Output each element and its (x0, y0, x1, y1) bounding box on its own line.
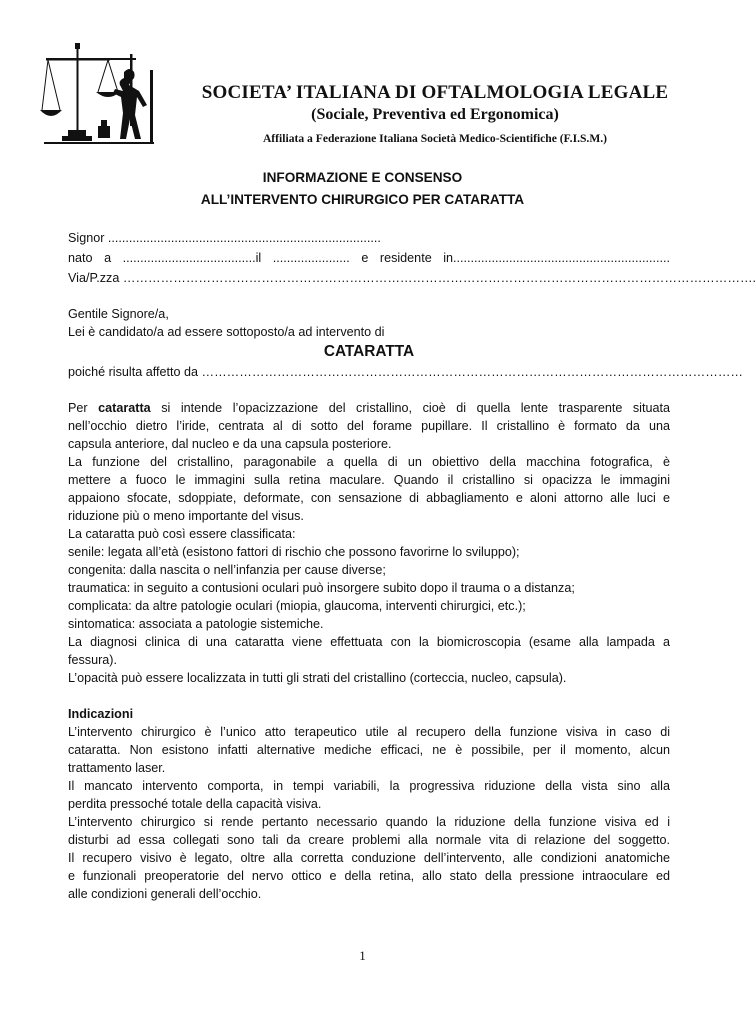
paragraph-line: mettere a fuoco le immagini sulla retina maculare. Quando il cristallino si opacizza le immagini (68, 473, 670, 487)
classification-item: traumatica: in seguito a contusioni oculari può insorgere subito dopo il trauma o a distanza; (68, 581, 575, 595)
field-signor: Signor .............................................................................. (68, 231, 381, 245)
classification-item: complicata: da altre patologie oculari (miopia, glaucoma, interventi chirurgici, etc.); (68, 599, 526, 613)
paragraph-line: appaiono sfocate, sdoppiate, deformate, con sensazione di abbagliamento e aloni attorno alle luci e (68, 491, 670, 505)
paragraph-line: nell’occhio dietro l’iride, centrata al di sotto del forame pupillare. Il cristallino è formato da una (68, 419, 670, 433)
paragraph-line: La diagnosi clinica di una cataratta viene effettuata con la biomicroscopia (esame alla lampada a (68, 635, 670, 649)
paragraph-line: disturbi ad essa collegati sono tali da creare problemi alla normale vita di relazione del soggetto. (68, 833, 670, 847)
paragraph-line: fessura). (68, 653, 117, 667)
paragraph-line: capsula anteriore, dal nucleo e da una capsula posteriore. (68, 437, 392, 451)
paragraph-line: trattamento laser. (68, 761, 166, 775)
organization-affiliation: Affiliata a Federazione Italiana Società Medico-Scientifiche (F.I.S.M.) (262, 132, 608, 145)
candidate-text: Lei è candidato/a ad essere sottoposto/a ad intervento di (68, 325, 385, 339)
greeting: Gentile Signore/a, (68, 307, 169, 321)
paragraph-line (68, 400, 670, 418)
page-number: 1 (359, 948, 366, 963)
organization-subtitle: (Sociale, Preventiva ed Ergonomica) (311, 106, 559, 123)
paragraph-line: Il recupero visivo è legato, oltre alla corretta conduzione dell’intervento, alle condizioni anatomiche (68, 851, 670, 865)
paragraph-line: perdita pressoché totale della capacità visiva. (68, 797, 322, 811)
organization-name: SOCIETA’ ITALIANA DI OFTALMOLOGIA LEGALE (201, 82, 669, 103)
paragraph-line: L’intervento chirurgico è l’unico atto terapeutico utile al recupero della funzione visiva in caso di (68, 725, 670, 739)
paragraph-line: L’opacità può essere localizzata in tutti gli strati del cristallino (corteccia, nucleo, capsula). (68, 671, 567, 685)
classification-item: congenita: dalla nascita o nell’infanzia per cause diverse; (68, 563, 386, 577)
paragraph-line: Il mancato intervento comporta, in tempi variabili, la progressiva riduzione della vista sino alla (68, 779, 670, 793)
paragraph-line: cataratta. Non esistono infatti alternative mediche efficaci, ne è possibile, per il momento, alcun (68, 743, 670, 757)
paragraph-line: La cataratta può così essere classificata: (68, 527, 296, 541)
organization-header (175, 82, 695, 145)
paragraph-line: La funzione del cristallino, paragonabile a quella di un obiettivo della macchina fotografica, è (68, 455, 670, 469)
paragraph-line: alle condizioni generali dell’occhio. (68, 887, 262, 901)
field-via: Via/P.zza ……………………………………………………………………………………………………………………………………. (68, 271, 756, 285)
section-heading-indicazioni: Indicazioni (68, 707, 134, 721)
paragraph-line: riduzione più o meno importante del visus. (68, 509, 304, 523)
paragraph-line: L’intervento chirurgico si rende pertanto necessario quando la riduzione della funzione visiva ed i (68, 815, 670, 829)
society-logo-icon (38, 40, 158, 148)
paragraph-line: e funzionali preoperatorie del nervo ottico e della retina, allo stato della pressione intraoculare ed (68, 869, 670, 883)
document-title-line1: INFORMAZIONE E CONSENSO (262, 170, 463, 185)
procedure-name: CATARATTA (323, 343, 415, 360)
text-run: Per (68, 401, 99, 415)
affected-by-field: poiché risulta affetto da ………………………………………………………………………………………………………………… (68, 365, 744, 379)
text-run: si intende l’opacizzazione del cristallino, cioè di quella lente trasparente situata (150, 401, 670, 415)
document-title-line2: ALL’INTERVENTO CHIRURGICO PER CATARATTA (200, 192, 525, 207)
field-nato: nato a ......................................il ...................... e residente in.............................................................. (68, 251, 670, 265)
term-cataratta: cataratta (98, 401, 151, 415)
classification-item: sintomatica: associata a patologie sistemiche. (68, 617, 324, 631)
classification-item: senile: legata all’età (esistono fattori di rischio che possono favorirne lo sviluppo); (68, 545, 520, 559)
